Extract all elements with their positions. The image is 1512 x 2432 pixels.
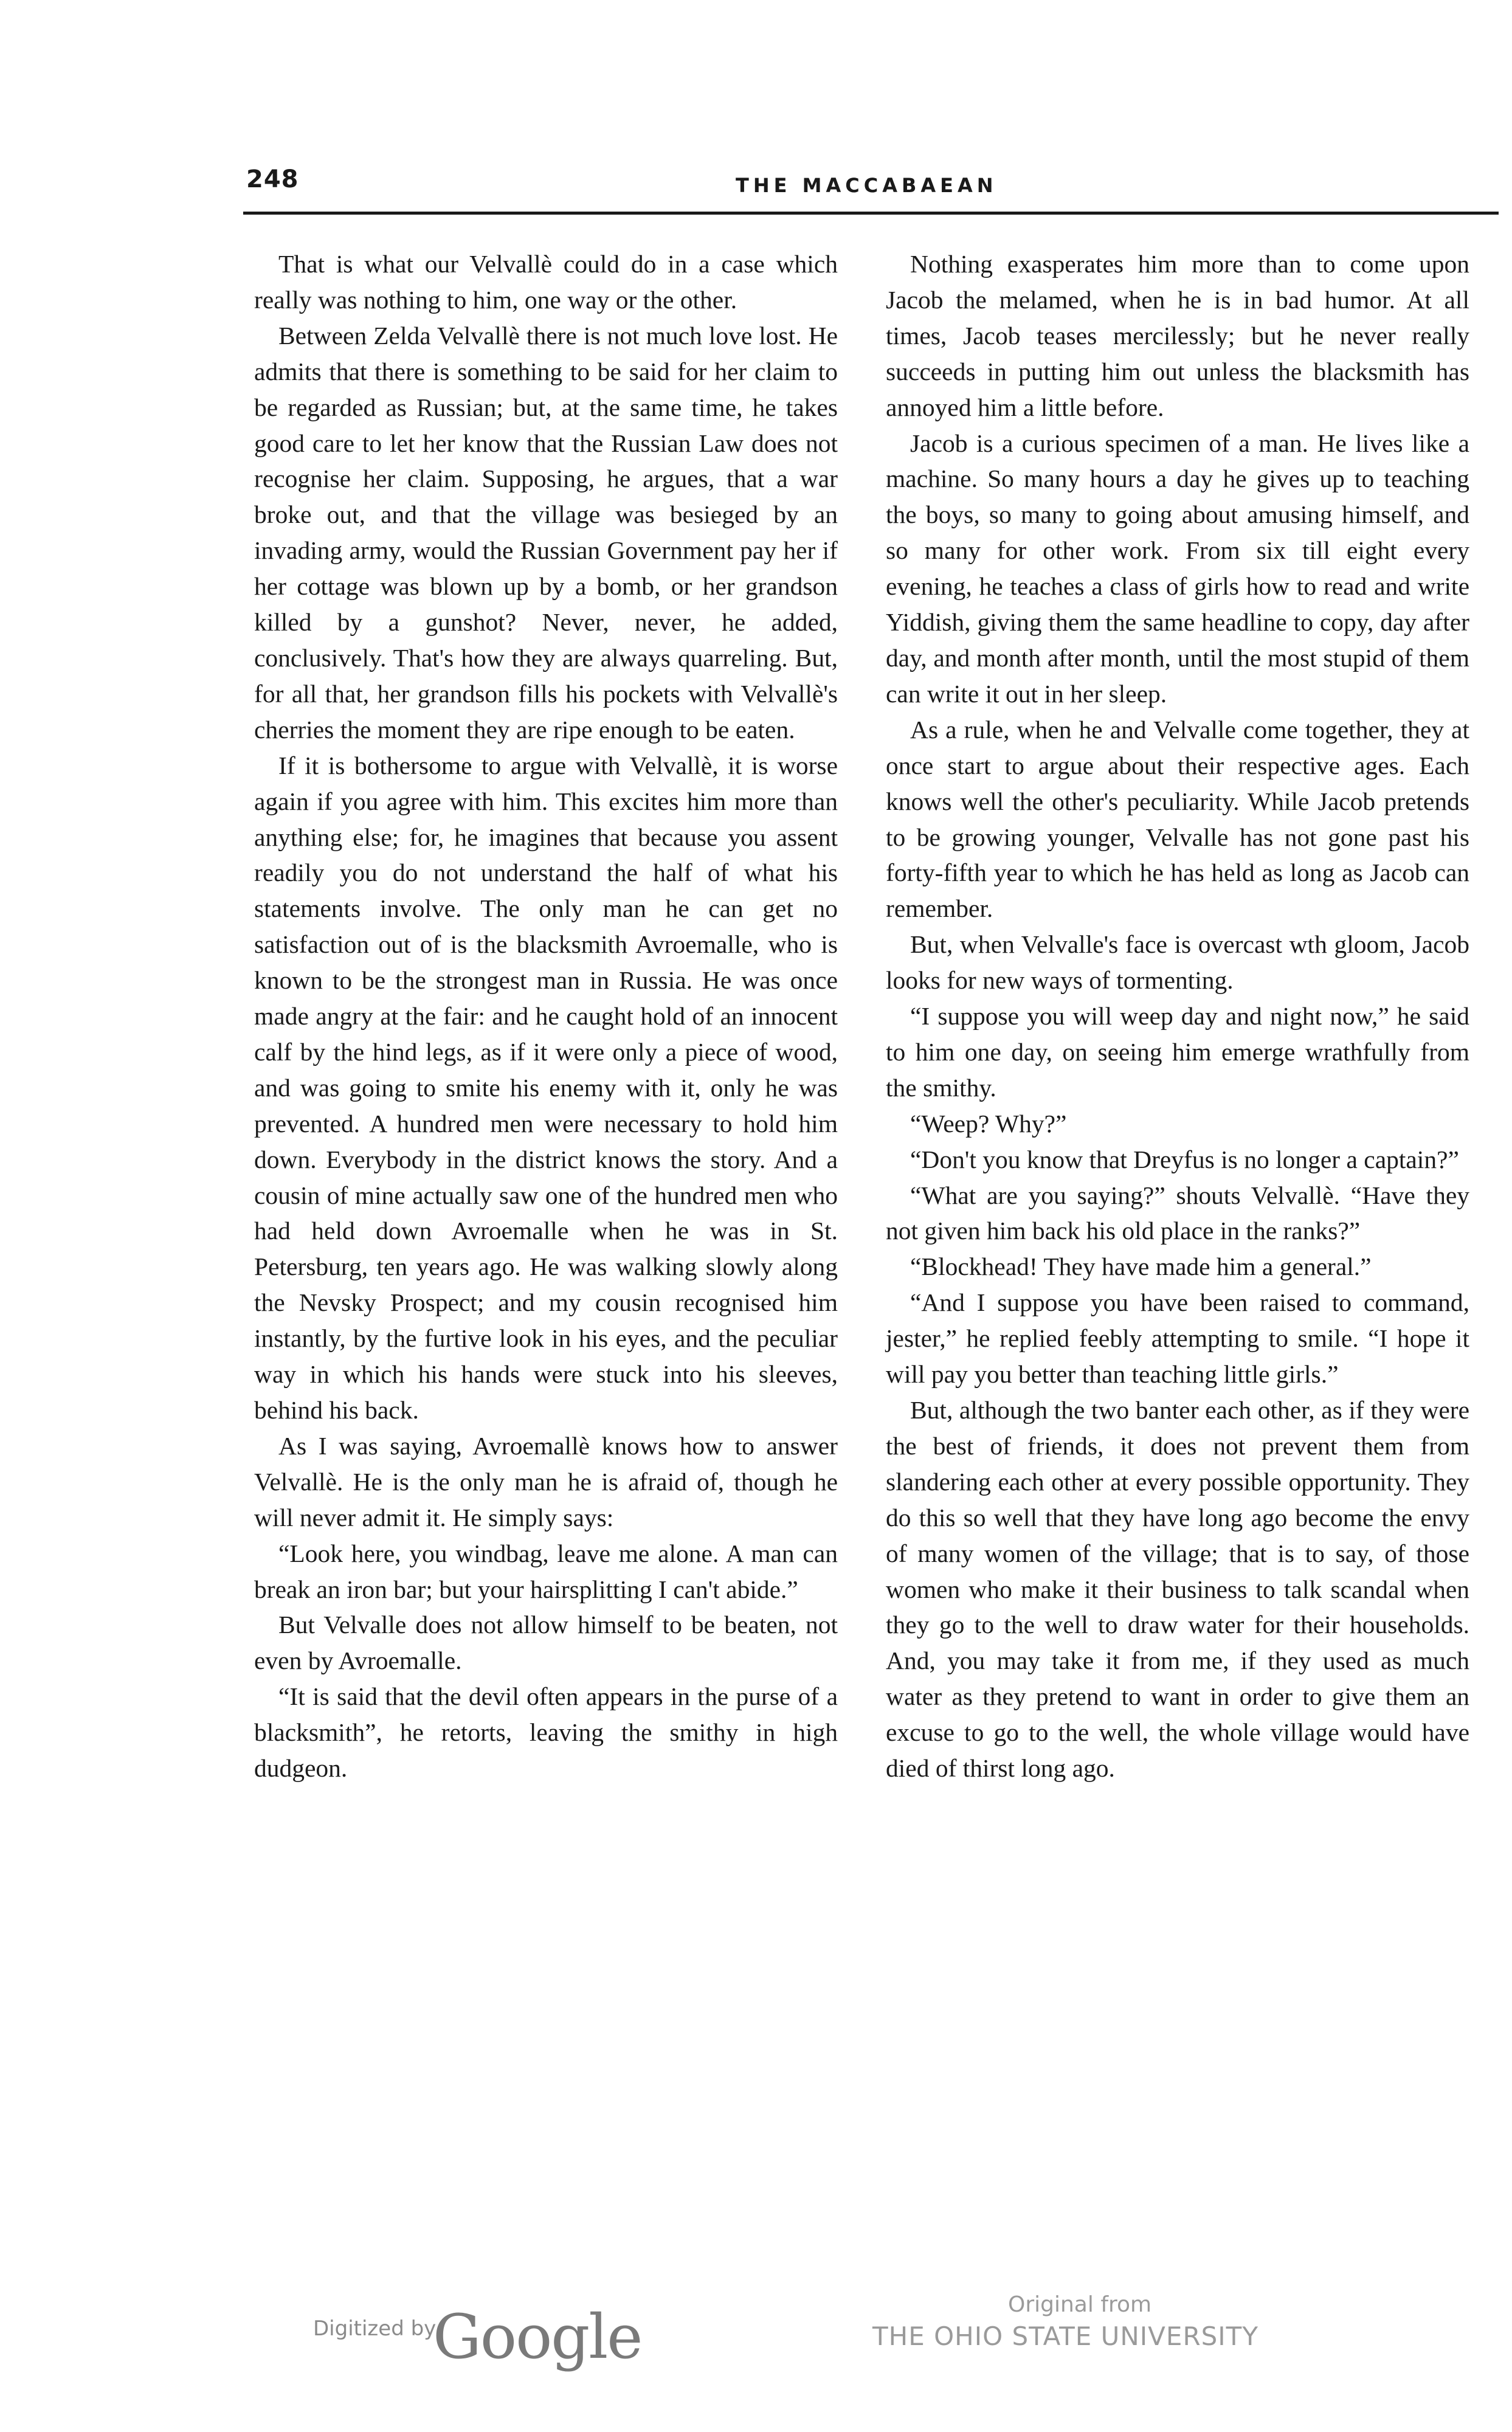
digitized-label: Digitized by	[313, 2316, 437, 2341]
paragraph: “And I suppose you have been raised to command, jester,” he replied feebly attempting to smile. “I hope it will pay you better than teaching little girls.”	[886, 1288, 1469, 1389]
running-head: THE MACCABAEAN	[736, 174, 998, 197]
paragraph: “I suppose you will weep day and night now,” he said to him one day, on seeing him emerge wrathfully from the smithy.	[886, 1002, 1469, 1102]
right-column	[886, 246, 1469, 1786]
institution-label: THE OHIO STATE UNIVERSITY	[872, 2321, 1258, 2351]
paragraph: That is what our Velvallè could do in a case which really was nothing to him, one way or the other.	[254, 250, 838, 314]
paragraph: But, when Velvalle's face is overcast wth gloom, Jacob looks for new ways of tormenting.	[886, 930, 1469, 995]
paragraph: “What are you saying?” shouts Velvallè. “Have they not given him back his old place in the ranks?”	[886, 1181, 1469, 1245]
paragraph: Between Zelda Velvallè there is not much love lost. He admits that there is something to be said for her claim to be regarded as Russian; but, at the same time, he takes good care to let her know that the Russian Law does not recognise her claim. Supposing, he argues, that a war broke out, and that the village was besieged by an invading army, would the Russian Government pay her if her cottage was blown up by a bomb, or her grandson killed by a gunshot? Never, never, he added, conclusively. That's how they are always quarreling. But, for all that, her grandson fills his pockets with Velvallè's cherries the moment they are ripe enough to be eaten.	[254, 321, 838, 744]
paragraph: But Velvalle does not allow himself to be beaten, not even by Avroemalle.	[254, 1611, 838, 1675]
paragraph: But, although the two banter each other, as if they were the best of friends, it does not prevent them from slandering each other at every possible opportunity. They do this so well that they have long ago become the envy of many women of the village; that is to say, of those women who make it their business to talk scandal when they go to the well to draw water for their households. And, you may take it from me, if they used as much water as they pretend to want in order to give them an excuse to go to the well, the whole village would have died of thirst long ago.	[886, 1396, 1469, 1783]
paragraph: If it is bothersome to argue with Velvallè, it is worse again if you agree with him. This excites him more than anything else; for, he imagines that because you assent readily you do not understand the half of what his statements involve. The only man he can get no satisfaction out of is the blacksmith Avroemalle, who is known to be the strongest man in Russia. He was once made angry at the fair: and he caught hold of an innocent calf by the hind legs, as if it were only a piece of wood, and was going to smite his enemy with it, only he was prevented. A hundred men were necessary to hold him down. Everybody in the district knows the story. And a cousin of mine actually saw one of the hundred men who had held down Avroemalle when he was in St. Petersburg, ten years ago. He was walking slowly along the Nevsky Prospect; and my cousin recognised him instantly, by the furtive look in his eyes, and the peculiar way in which his hands were stuck into his sleeves, behind his back.	[254, 751, 838, 1424]
left-column	[254, 246, 838, 1786]
original-from-label: Original from	[1008, 2292, 1152, 2317]
paragraph: “Don't you know that Dreyfus is no longer a captain?”	[910, 1145, 1459, 1173]
page-number: 248	[246, 165, 299, 193]
paragraph: “It is said that the devil often appears in the purse of a blacksmith”, he retorts, leaving the smithy in high dudgeon.	[254, 1682, 838, 1783]
paragraph: Nothing exasperates him more than to come upon Jacob the melamed, when he is in bad humor. At all times, Jacob teases mercilessly; but he never really succeeds in putting him out unless the blacksmith has annoyed him a little before.	[886, 250, 1469, 421]
paragraph: “Blockhead! They have made him a general.”	[910, 1252, 1372, 1281]
paragraph: “Weep? Why?”	[910, 1109, 1067, 1138]
paragraph: As I was saying, Avroemallè knows how to answer Velvallè. He is the only man he is afraid of, though he will never admit it. He simply says:	[254, 1431, 838, 1532]
google-logo: Google	[433, 2301, 642, 2372]
header-rule	[243, 212, 1499, 215]
paragraph: As a rule, when he and Velvalle come together, they at once start to argue about their respective ages. Each knows well the other's peculiarity. While Jacob pretends to be growing younger, Velvalle has not gone past his forty-fifth year to which he has held as long as Jacob can remember.	[886, 715, 1469, 923]
paragraph: “Look here, you windbag, leave me alone. A man can break an iron bar; but your hairsplitting I can't abide.”	[254, 1539, 838, 1603]
paragraph: Jacob is a curious specimen of a man. He lives like a machine. So many hours a day he gives up to teaching the boys, so many to going about amusing himself, and so many for other work. From six till eight every evening, he teaches a class of girls how to read and write Yiddish, giving them the same headline to copy, day after day, and month after month, until the most stupid of them can write it out in her sleep.	[886, 429, 1469, 708]
